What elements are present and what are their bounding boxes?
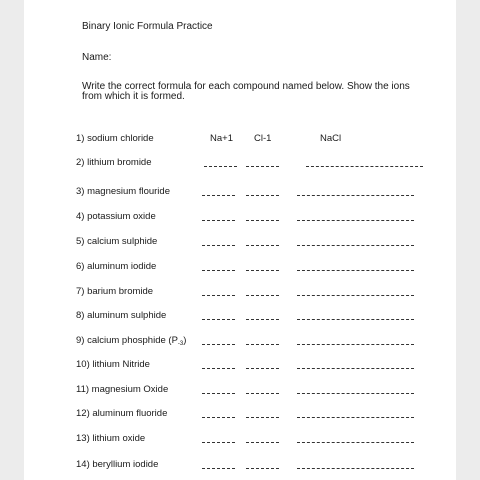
cation-blank[interactable] xyxy=(202,359,235,369)
question-row xyxy=(76,236,456,250)
worksheet-title: Binary Ionic Formula Practice xyxy=(82,21,213,32)
question-row xyxy=(76,384,456,398)
question-row xyxy=(76,359,456,373)
example-row xyxy=(76,133,456,147)
anion-blank[interactable] xyxy=(246,335,279,345)
question-row xyxy=(76,459,456,473)
question-label: 2) lithium bromide xyxy=(76,157,152,168)
formula-blank[interactable] xyxy=(297,459,414,469)
cation-blank[interactable] xyxy=(202,335,235,345)
name-label: Name: xyxy=(82,52,112,63)
anion-blank[interactable] xyxy=(246,310,279,320)
example-cation: Na+1 xyxy=(210,133,233,144)
question-label: 11) magnesium Oxide xyxy=(76,384,169,395)
question-label: 7) barium bromide xyxy=(76,286,154,297)
question-label: 12) aluminum fluoride xyxy=(76,408,168,419)
formula-blank[interactable] xyxy=(297,211,414,221)
instructions: Write the correct formula for each compound named below. Show the ions from which it is formed. xyxy=(82,81,410,102)
example-label: 1) sodium chloride xyxy=(76,133,154,144)
formula-blank[interactable] xyxy=(297,236,414,246)
worksheet-page xyxy=(24,0,456,480)
question-row xyxy=(76,157,456,171)
anion-blank[interactable] xyxy=(246,261,279,271)
formula-blank[interactable] xyxy=(297,335,414,345)
anion-blank[interactable] xyxy=(246,236,279,246)
anion-blank[interactable] xyxy=(246,408,279,418)
cation-blank[interactable] xyxy=(202,433,235,443)
question-label: 13) lithium oxide xyxy=(76,433,146,444)
formula-blank[interactable] xyxy=(306,157,423,167)
question-label: 10) lithium Nitride xyxy=(76,359,150,370)
example-formula: NaCl xyxy=(320,133,342,144)
cation-blank[interactable] xyxy=(202,408,235,418)
formula-blank[interactable] xyxy=(297,310,414,320)
charge-subscript: -3 xyxy=(177,341,184,347)
question-label: 6) aluminum iodide xyxy=(76,261,157,272)
anion-blank[interactable] xyxy=(246,211,279,221)
formula-blank[interactable] xyxy=(297,433,414,443)
question-label: 4) potassium oxide xyxy=(76,211,156,222)
question-label: 8) aluminum sulphide xyxy=(76,310,167,321)
question-row xyxy=(76,310,456,324)
example-anion: Cl-1 xyxy=(254,133,272,144)
formula-blank[interactable] xyxy=(297,359,414,369)
question-label: 5) calcium sulphide xyxy=(76,236,158,247)
cation-blank[interactable] xyxy=(202,236,235,246)
cation-blank[interactable] xyxy=(202,310,235,320)
anion-blank[interactable] xyxy=(246,286,279,296)
anion-blank[interactable] xyxy=(246,359,279,369)
question-label: 3) magnesium flouride xyxy=(76,186,170,197)
question-row xyxy=(76,408,456,422)
question-row xyxy=(76,286,456,300)
question-row xyxy=(76,186,456,200)
cation-blank[interactable] xyxy=(202,211,235,221)
anion-blank[interactable] xyxy=(246,186,279,196)
cation-blank[interactable] xyxy=(202,286,235,296)
question-row xyxy=(76,211,456,225)
question-label: 9) calcium phosphide $(P_{-3})$ xyxy=(76,335,187,347)
formula-blank[interactable] xyxy=(297,186,414,196)
formula-blank[interactable] xyxy=(297,286,414,296)
question-row xyxy=(76,335,456,349)
anion-blank[interactable] xyxy=(246,157,279,167)
formula-blank[interactable] xyxy=(297,261,414,271)
cation-blank[interactable] xyxy=(202,186,235,196)
cation-blank[interactable] xyxy=(202,459,235,469)
anion-blank[interactable] xyxy=(246,384,279,394)
formula-blank[interactable] xyxy=(297,384,414,394)
question-label: 14) beryllium iodide xyxy=(76,459,159,470)
cation-blank[interactable] xyxy=(204,157,237,167)
question-row xyxy=(76,261,456,275)
formula-blank[interactable] xyxy=(297,408,414,418)
question-row xyxy=(76,433,456,447)
cation-blank[interactable] xyxy=(202,261,235,271)
anion-blank[interactable] xyxy=(246,459,279,469)
anion-blank[interactable] xyxy=(246,433,279,443)
cation-blank[interactable] xyxy=(202,384,235,394)
